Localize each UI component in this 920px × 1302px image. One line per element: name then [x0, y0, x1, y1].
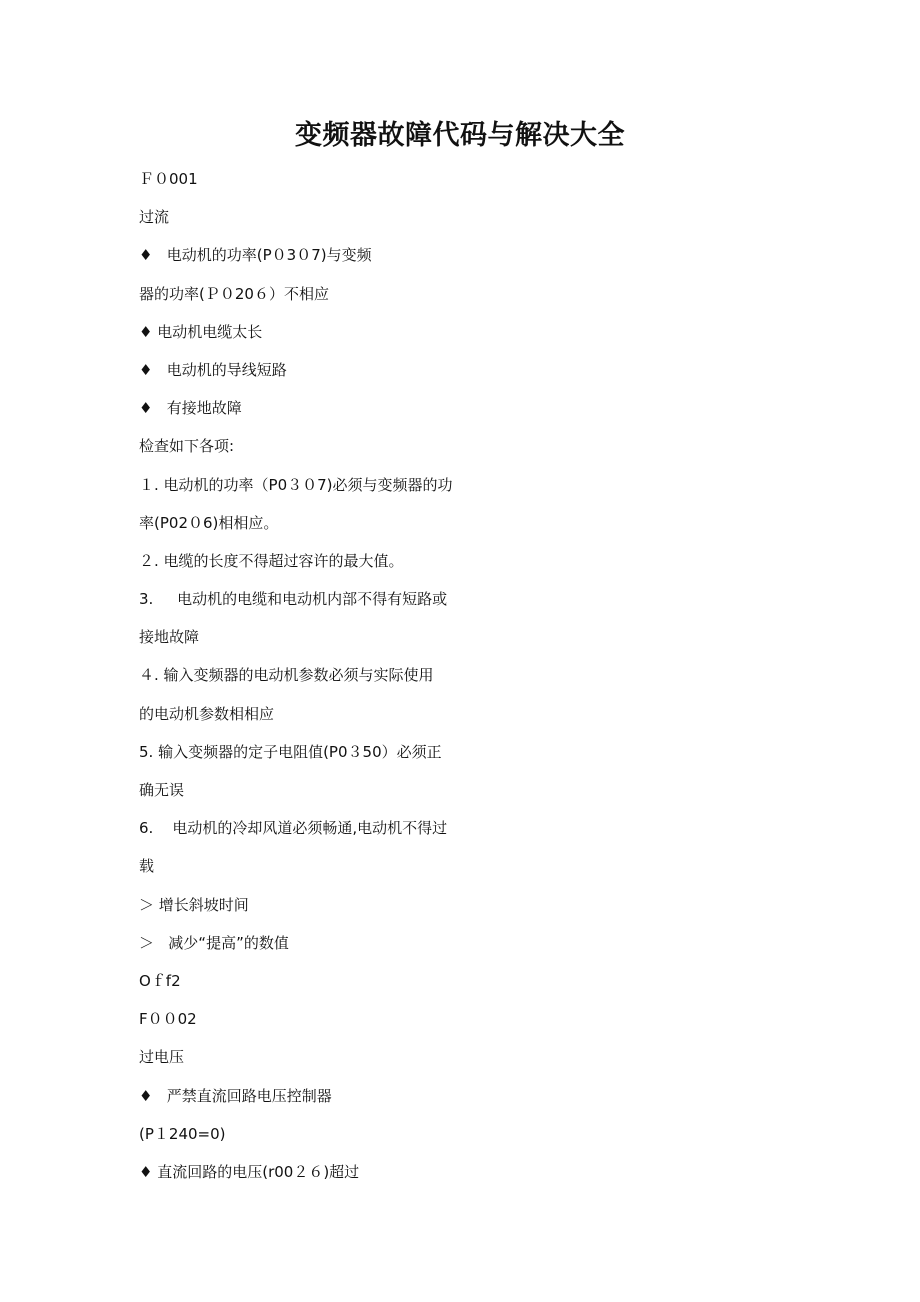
text-line: (P１240=0) — [139, 1124, 226, 1143]
document-body — [139, 160, 739, 1191]
text-line: 接地故障 — [139, 628, 200, 647]
text-line: 5. 输入变频器的定子电阻值(P0３50）必须正 — [139, 742, 442, 761]
text-line: 检查如下各项: — [139, 437, 235, 456]
text-line: ♦ 电动机的导线短路 — [139, 360, 287, 379]
document-title: 变频器故障代码与解决大全 — [295, 120, 625, 151]
text-line: 3. 电动机的电缆和电动机内部不得有短路或 — [139, 590, 448, 609]
text-line: 确无误 — [139, 781, 185, 799]
text-line: ２. 电缆的长度不得超过容许的最大值。 — [139, 551, 404, 570]
text-line: ＞ 增长斜坡时间 — [139, 895, 249, 914]
text-line: ＞ 减少“提高”的数值 — [139, 933, 289, 952]
text-line: 载 — [139, 857, 155, 876]
text-line: ♦ 有接地故障 — [139, 399, 242, 418]
text-line: ♦ 直流回路的电压(r00２６)超过 — [139, 1162, 360, 1181]
text-line: Oｆf2 — [139, 971, 181, 990]
text-line: ♦ 严禁直流回路电压控制器 — [139, 1086, 332, 1105]
text-line: 过流 — [139, 208, 170, 227]
text-line: ♦ 电动机的功率(P０3０7)与变频 — [139, 246, 372, 265]
text-line: ４. 输入变频器的电动机参数必须与实际使用 — [139, 666, 434, 685]
text-line: 器的功率(Ｐ０20６）不相应 — [139, 284, 329, 303]
text-line: Ｆ０001 — [139, 170, 198, 188]
text-line: F００02 — [139, 1010, 197, 1029]
text-line: 率(P02０6)相相应。 — [139, 513, 279, 532]
text-line: ♦ 电动机电缆太长 — [139, 322, 263, 341]
text-line: 6. 电动机的冷却风道必须畅通,电动机不得过 — [139, 819, 448, 838]
text-line: 的电动机参数相相应 — [139, 704, 275, 723]
text-line: １. 电动机的功率（P0３０7)必须与变频器的功 — [139, 475, 453, 494]
text-line: 过电压 — [139, 1048, 185, 1067]
